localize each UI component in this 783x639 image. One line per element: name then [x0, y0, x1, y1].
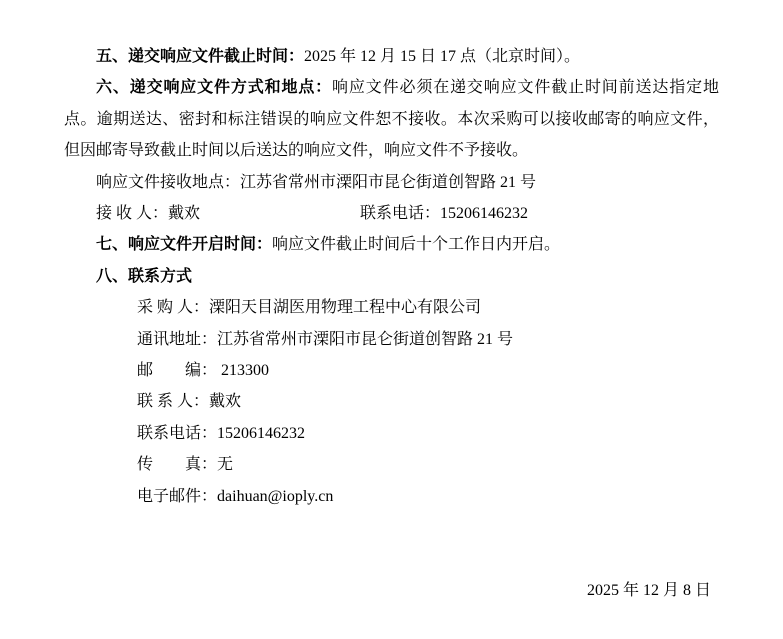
contact-row-email: [137, 481, 719, 512]
document-date: 2025 年 12 月 8 日: [586, 582, 711, 600]
contact-value: 15206146232: [217, 424, 306, 442]
receiver-value: 戴欢: [168, 205, 201, 223]
contact-block: [137, 292, 719, 512]
contact-label: 通讯地址：: [137, 330, 218, 348]
section-8-line: [64, 261, 719, 292]
receiver-phone-label: 联系电话：: [360, 205, 441, 223]
section-5-line: [64, 41, 719, 72]
receiver-phone-value: 15206146232: [440, 205, 529, 223]
section-5-heading: 五、递交响应文件截止时间：: [96, 48, 305, 65]
section-7-heading: 七、响应文件开启时间：: [96, 236, 273, 254]
contact-value: 戴欢: [209, 393, 242, 411]
contact-label: 采 购 人：: [137, 299, 210, 317]
contact-row-phone: [137, 418, 719, 449]
section-6-paragraph: [64, 72, 719, 166]
contact-label: 电子邮件：: [137, 487, 218, 505]
contact-row-postcode: [137, 355, 719, 386]
contact-value: daihuan@ioply.cn: [217, 487, 334, 505]
contact-value: 213300: [221, 362, 270, 380]
section-8-heading: 八、联系方式: [96, 267, 193, 285]
contact-row-fax: [137, 449, 719, 480]
contact-label: 邮 编：: [137, 362, 218, 380]
contact-label: 传 真：: [137, 456, 218, 474]
contact-row-address: [137, 324, 719, 355]
contact-row-person: [137, 386, 719, 417]
contact-value: 溧阳天目湖医用物理工程中心有限公司: [209, 299, 482, 317]
section-5-body: 2025 年 12 月 15 日 17 点（北京时间）。: [304, 48, 581, 65]
contact-label: 联系电话：: [137, 424, 218, 442]
section-6-heading: 六、递交响应文件方式和地点：: [96, 79, 333, 97]
section-7-line: [64, 229, 719, 260]
receive-location-line: 响应文件接收地点：江苏省常州市溧阳市昆仑街道创智路 21 号: [96, 173, 537, 191]
receiver-label: 接 收 人：: [96, 205, 169, 223]
receiver-line: [64, 198, 719, 229]
contact-value: 江苏省常州市溧阳市昆仑街道创智路 21 号: [217, 330, 514, 348]
contact-label: 联 系 人：: [137, 393, 210, 411]
section-6-body: 响应文件必须在递交响应文件截止时间前送达指定地点。逾期送达、密封和标注错误的响应文件恕不接收。本次采购可以接收邮寄的响应文件，但因邮寄导致截止时间以后送达的响应文件，响应文件不予接收。: [64, 79, 719, 160]
section-7-body: 响应文件截止时间后十个工作日内开启。: [272, 236, 561, 254]
contact-value: 无: [217, 456, 234, 474]
contact-row-purchaser: [137, 292, 719, 323]
